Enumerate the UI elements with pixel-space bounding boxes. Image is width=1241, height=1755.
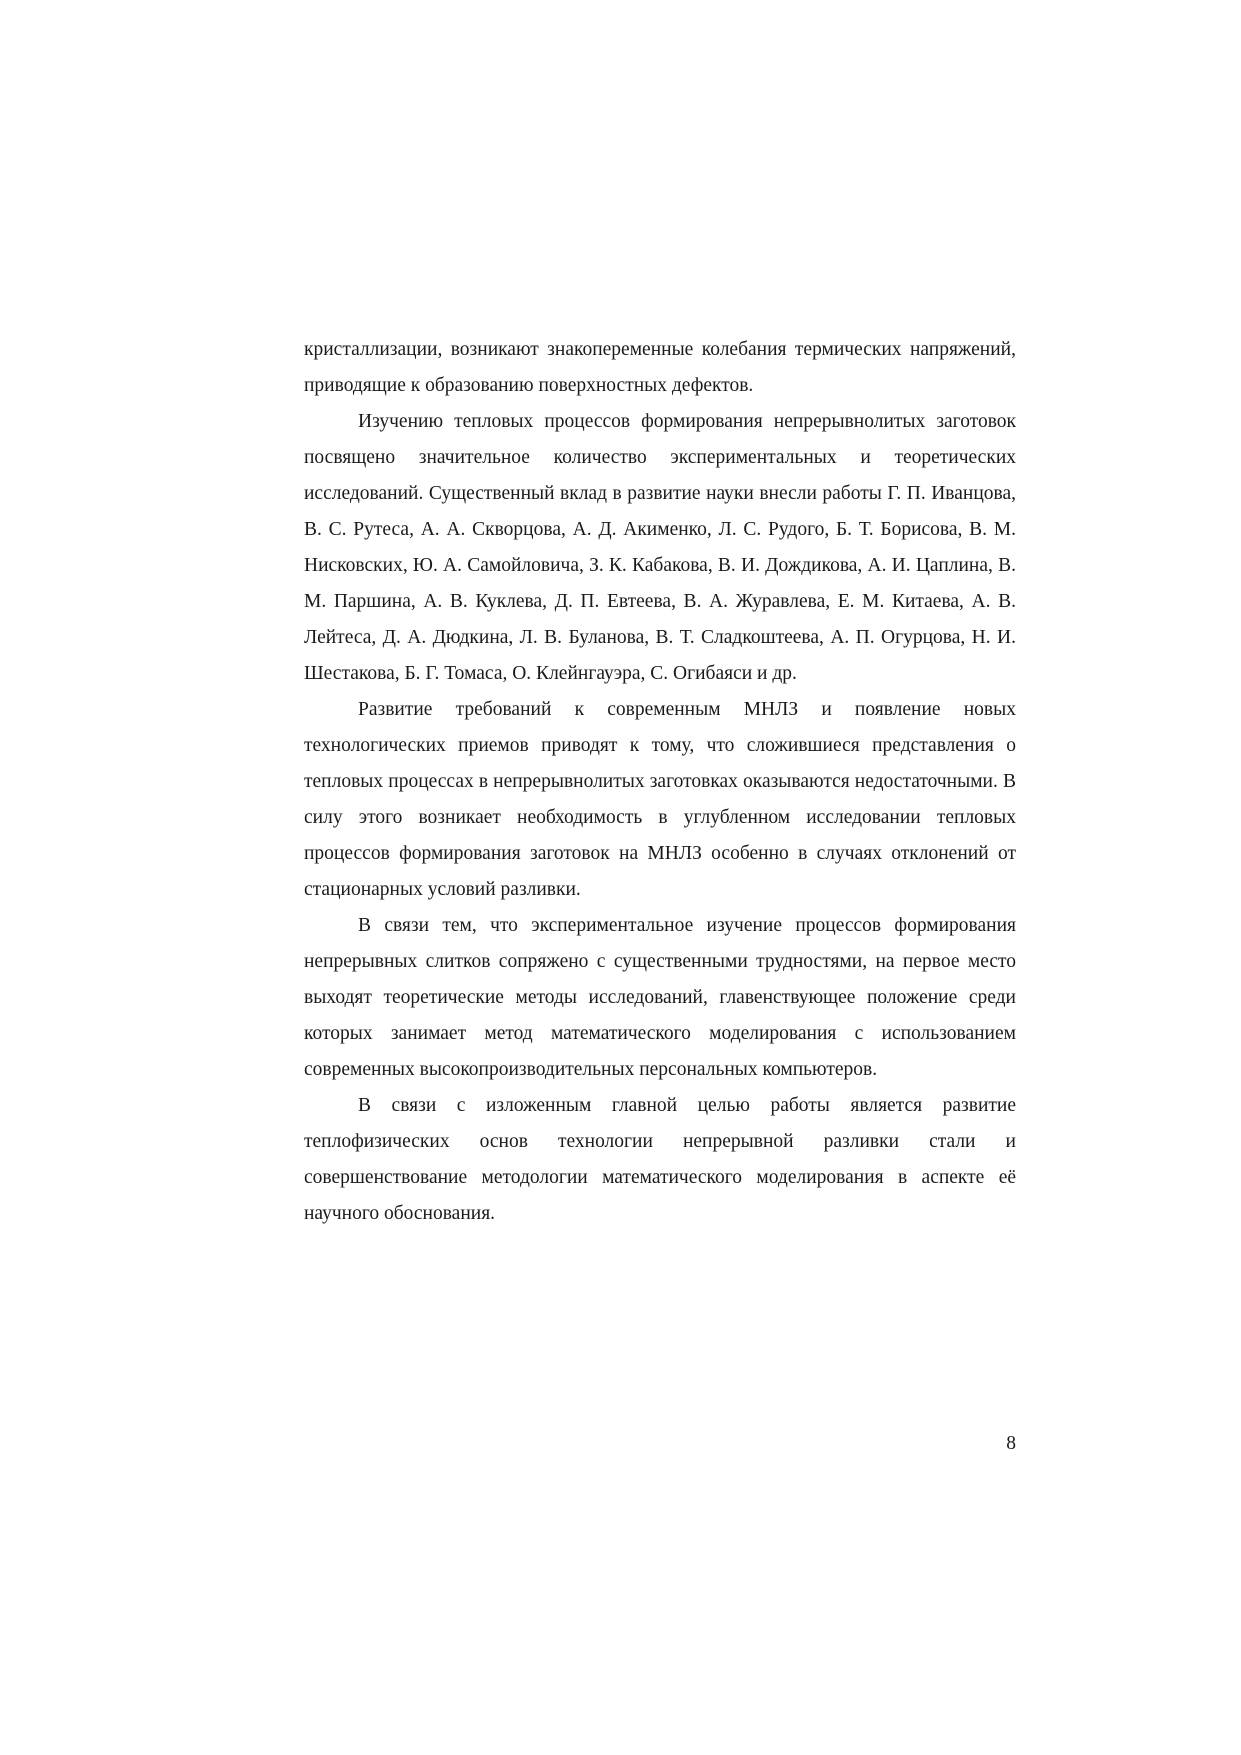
paragraph-continuation: кристаллизации, возникают знакопеременные колебания термических напряжений, приводящие к образованию поверхностных дефектов. [304, 339, 1016, 396]
body-text [304, 332, 1016, 1232]
paragraph-requirements: Развитие требований к современным МНЛЗ и появление новых технологических приемов приводят к тому, что сложившиеся представления о тепловых процессах в непрерывнолитых заготовках оказываются недостаточными. В силу этого возникает необходимость в углубленном исследовании тепловых процессов формирования заготовок на МНЛЗ особенно в случаях отклонений от стационарных условий разливки. [304, 699, 1016, 900]
paragraph-research-overview: Изучению тепловых процессов формирования непрерывнолитых заготовок посвящено значительное количество экспериментальных и теоретических исследований. Существенный вклад в развитие науки внесли работы Г. П. Иванцова, В. С. Рутеса, А. А. Скворцова, А. Д. Акименко, Л. С. Рудого, Б. Т. Борисова, В. М. Нисковских, Ю. А. Самойловича, З. К. Кабакова, В. И. Дождикова, А. И. Цаплина, В. М. Паршина, А. В. Куклева, Д. П. Евтеева, В. А. Журавлева, Е. М. Китаева, А. В. Лейтеса, Д. А. Дюдкина, Л. В. Буланова, В. Т. Сладкоштеева, А. П. Огурцова, Н. И. Шестакова, Б. Г. Томаса, О. Клейнгауэра, С. Огибаяси и др. [304, 411, 1016, 684]
paragraph-methods: В связи тем, что экспериментальное изучение процессов формирования непрерывных слитков сопряжено с существенными трудностями, на первое место выходят теоретические методы исследований, главенствующее положение среди которых занимает метод математического моделирования с использованием современных высокопроизводительных персональных компьютеров. [304, 915, 1016, 1080]
paragraph-goal: В связи с изложенным главной целью работы является развитие теплофизических основ технологии непрерывной разливки стали и совершенствование методологии математического моделирования в аспекте её научного обоснования. [304, 1095, 1016, 1224]
page-number: 8 [1006, 1433, 1016, 1454]
